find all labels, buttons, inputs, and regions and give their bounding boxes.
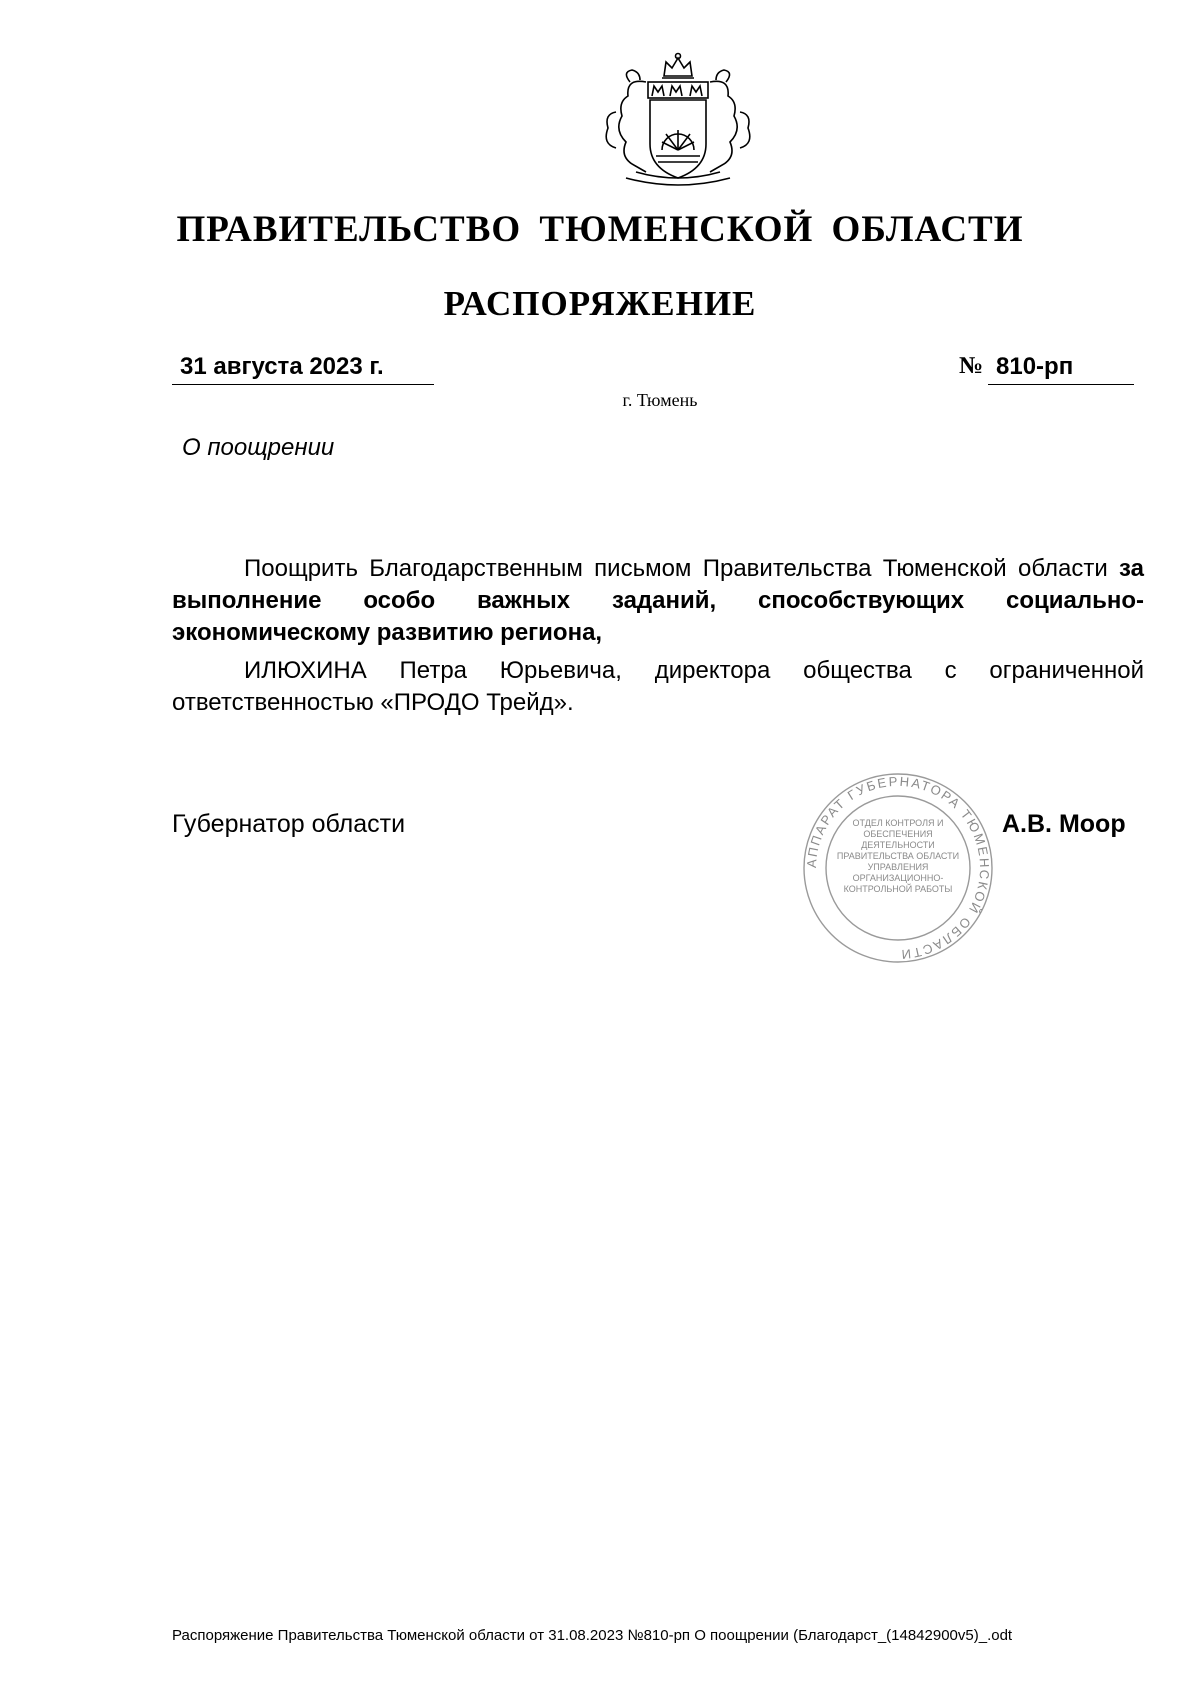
signer-name: А.В. Моор: [1002, 810, 1126, 838]
city: г. Тюмень: [622, 390, 698, 410]
coat-of-arms-icon: [596, 52, 760, 190]
footer-filename: Распоряжение Правительства Тюменской области от 31.08.2023 №810-рп О поощрении (Благодарст_(14842900v5)_.odt: [172, 1627, 1013, 1644]
signer-title: Губернатор области: [172, 810, 406, 838]
body-paragraph-2: ИЛЮХИНА Петра Юрьевича, директора общества с ограниченной ответственностью «ПРОДО Трейд».: [172, 657, 1144, 716]
official-stamp: [800, 770, 996, 966]
document-date: 31 августа 2023 г.: [172, 353, 434, 385]
body-paragraph-1: [172, 553, 1144, 649]
p1-text: Поощрить Благодарственным письмом Правительства Тюменской области: [244, 555, 1120, 582]
document-number: 810-рп: [988, 353, 1134, 385]
document-type: РАСПОРЯЖЕНИЕ: [443, 284, 757, 323]
p1-bold-text: за выполнение особо важных заданий, способствующих социально-экономическому развитию региона,: [172, 555, 1144, 646]
document-subject: О поощрении: [182, 434, 335, 461]
stamp-inner-text: ОТДЕЛ КОНТРОЛЯ И ОБЕСПЕЧЕНИЯ ДЕЯТЕЛЬНОСТИ ПРАВИТЕЛЬСТВА ОБЛАСТИ УПРАВЛЕНИЯ ОРГАНИЗАЦИОННО-КОНТРОЛЬНОЙ РАБОТЫ: [836, 818, 960, 894]
government-name: ПРАВИТЕЛЬСТВО ТЮМЕНСКОЙ ОБЛАСТИ: [176, 209, 1024, 250]
number-label: №: [959, 353, 984, 379]
stamp-outer-text: АППАРАТ ГУБЕРНАТОРА ТЮМЕНСКОЙ ОБЛАСТИ: [803, 773, 993, 963]
